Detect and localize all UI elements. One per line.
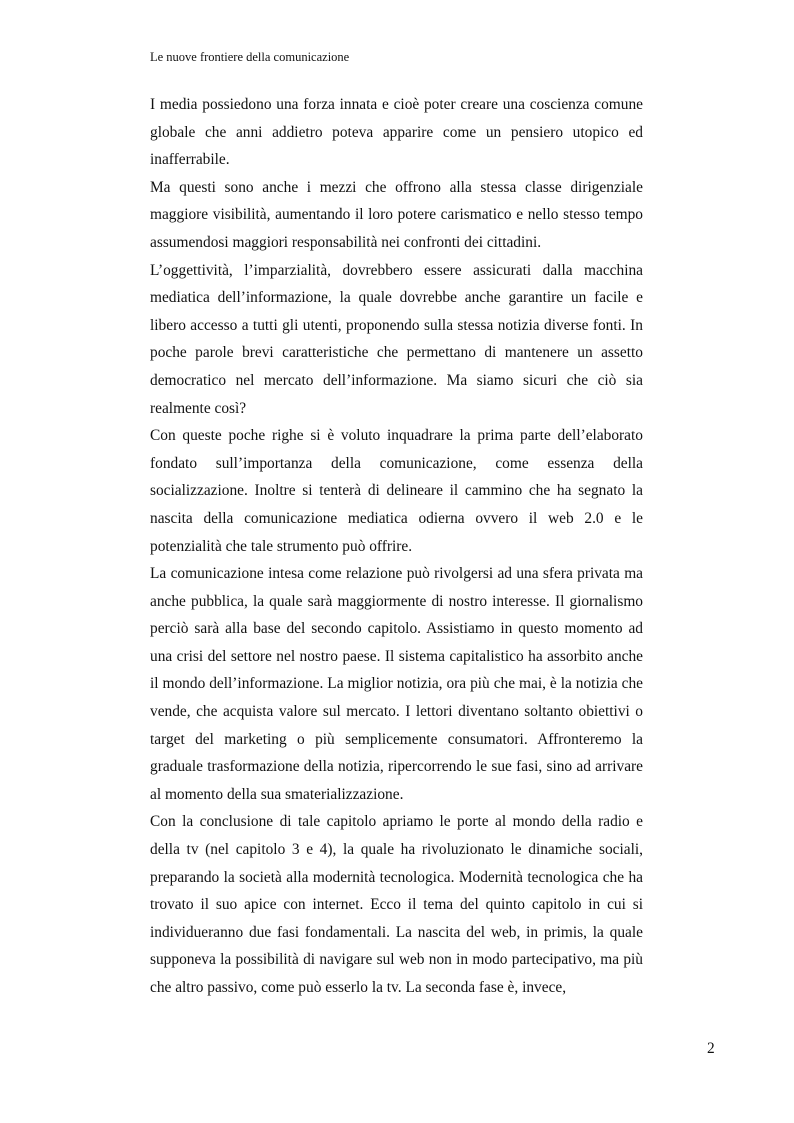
body-text	[150, 91, 643, 1002]
paragraph-6: Con la conclusione di tale capitolo apriamo le porte al mondo della radio e della tv (nel capitolo 3 e 4), la quale ha rivoluzionato le dinamiche sociali, preparando la società alla modernità tecnologica. Modernità tecnologica che ha trovato il suo apice con internet. Ecco il tema del quinto capitolo in cui si individueranno due fasi fondamentali. La nascita del web, in primis, la quale supponeva la possibilità di navigare sul web non in modo partecipativo, ma più che altro passivo, come può esserlo la tv. La seconda fase è, invece,	[150, 813, 643, 996]
paragraph-5: La comunicazione intesa come relazione può rivolgersi ad una sfera privata ma anche pubblica, la quale sarà maggiormente di nostro interesse. Il giornalismo perciò sarà alla base del secondo capitolo. Assistiamo in questo momento ad una crisi del settore nel nostro paese. Il sistema capitalistico ha assorbito anche il mondo dell’informazione. La miglior notizia, ora più che mai, è la notizia che vende, che acquista valore sul mercato. I lettori diventano soltanto obiettivi o target del marketing o più semplicemente consumatori. Affronteremo la graduale trasformazione della notizia, ripercorrendo le sue fasi, sino ad arrivare al momento della sua smaterializzazione.	[150, 565, 643, 803]
page-number: 2	[707, 1040, 715, 1057]
paragraph-4: Con queste poche righe si è voluto inquadrare la prima parte dell’elaborato fondato sull’importanza della comunicazione, come essenza della socializzazione. Inoltre si tenterà di delineare il cammino che ha segnato la nascita della comunicazione mediatica odierna ovvero il web 2.0 e le potenzialità che tale strumento può offrire.	[150, 427, 643, 555]
paragraph-3: L’oggettività, l’imparzialità, dovrebbero essere assicurati dalla macchina mediatica dell’informazione, la quale dovrebbe anche garantire un facile e libero accesso a tutti gli utenti, proponendo sulla stessa notizia diverse fonti. In poche parole brevi caratteristiche che permettano di mantenere un assetto democratico nel mercato dell’informazione. Ma siamo sicuri che ciò sia realmente così?	[150, 261, 643, 417]
running-header: Le nuove frontiere della comunicazione	[150, 50, 350, 64]
paragraph-1: I media possiedono una forza innata e cioè poter creare una coscienza comune globale che anni addietro poteva apparire come un pensiero utopico ed inafferrabile.	[150, 96, 643, 169]
paragraph-2: Ma questi sono anche i mezzi che offrono alla stessa classe dirigenziale maggiore visibilità, aumentando il loro potere carismatico e nello stesso tempo assumendosi maggiori responsabilità nei confronti dei cittadini.	[150, 178, 643, 251]
